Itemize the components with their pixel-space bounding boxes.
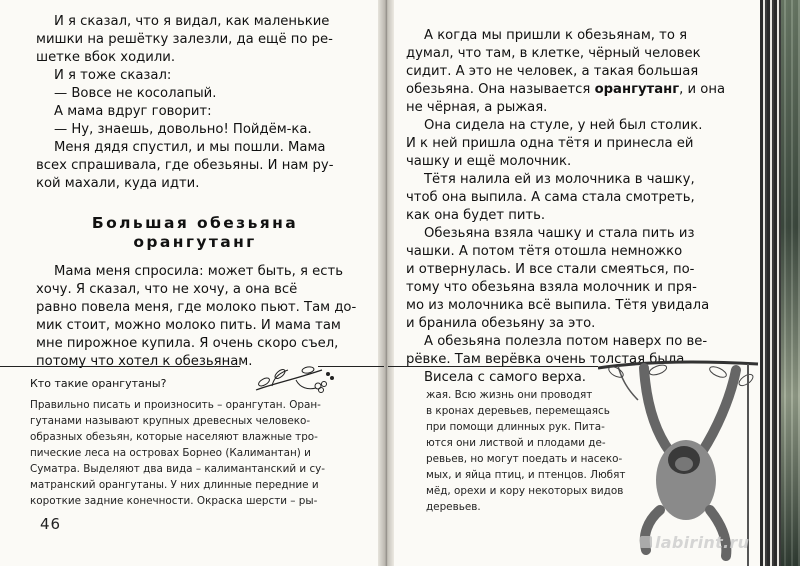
box-text-line: матранский орангутаны. У них длинные передние и bbox=[30, 479, 319, 491]
box-text-line: гутанами называют крупных древесных человеко- bbox=[30, 415, 311, 427]
text-line: и бранила обезьяну за это. bbox=[406, 316, 596, 331]
box-text-line: в кронах деревьев, перемещаясь bbox=[426, 405, 610, 417]
page-number: 46 bbox=[40, 515, 62, 533]
text-line: А обезьяна полезла потом наверх по ве- bbox=[424, 334, 708, 349]
chapter-heading-line1: Большая обезьяна bbox=[91, 214, 299, 232]
text-line: И я сказал, что я видал, как маленькие bbox=[54, 14, 330, 29]
text-fragment: обезьяна. Она называется bbox=[406, 82, 591, 97]
text-line: равно повела меня, где молоко пьют. Там до- bbox=[36, 300, 357, 315]
text-line: Обезьяна взяла чашку и стала пить из bbox=[424, 226, 695, 241]
box-text-line: Правильно писать и произносить – орангутан. Оран- bbox=[30, 399, 321, 411]
text-line: чашки. А потом тётя отошла немножко bbox=[406, 244, 683, 259]
watermark-icon bbox=[640, 536, 652, 548]
box-text-line: деревьев. bbox=[426, 501, 481, 513]
text-line: потому что хотел к обезьянам. bbox=[36, 354, 253, 369]
cover-edge bbox=[781, 0, 800, 566]
text-line: думал, что там, в клетке, чёрный человек bbox=[406, 46, 701, 61]
section-divider bbox=[0, 366, 240, 367]
box-text-line: при помощи длинных рук. Пита- bbox=[426, 421, 605, 433]
box-text-line: мых, и яйца птиц, и птенцов. Любят bbox=[426, 469, 626, 481]
branch-sketch-icon bbox=[252, 360, 342, 400]
text-line: кой махали, куда идти. bbox=[36, 176, 200, 191]
chapter-heading-line2: орангутанг bbox=[133, 233, 257, 251]
text-line: хочу. Я сказал, что не хочу, а она всё bbox=[36, 282, 298, 297]
text-line: рёвке. Там верёвка очень толстая была. bbox=[406, 352, 689, 367]
text-fragment: , и она bbox=[679, 82, 726, 97]
text-line: не чёрная, а рыжая. bbox=[406, 100, 548, 115]
text-line: мишки на решётку залезли, да ещё по ре- bbox=[36, 32, 333, 47]
box-text-line: жая. Всю жизнь они проводят bbox=[426, 389, 593, 401]
text-line: А мама вдруг говорит: bbox=[54, 104, 212, 119]
text-line: шетке вбок ходили. bbox=[36, 50, 176, 65]
box-text-line: Суматра. Выделяют два вида – калимантанский и су- bbox=[30, 463, 326, 475]
text-line: мне пирожное купила. Я очень скоро съел, bbox=[36, 336, 339, 351]
watermark: labirint.ru bbox=[655, 533, 750, 552]
text-line: Висела с самого верха. bbox=[424, 370, 586, 385]
box-text-line: пические леса на островах Борнео (Калимантан) и bbox=[30, 447, 311, 459]
box-text-line: образных обезьян, которые населяют влажные тро- bbox=[30, 431, 318, 443]
box-text-line: ются они листвой и плодами де- bbox=[426, 437, 606, 449]
text-line: мо из молочника всё выпила. Тётя увидала bbox=[406, 298, 710, 313]
text-line: сидит. А это не человек, а такая большая bbox=[406, 64, 699, 79]
text-line: — Вовсе не косолапый. bbox=[54, 86, 217, 101]
text-line: мик стоит, можно молоко пить. И мама там bbox=[36, 318, 341, 333]
text-line: — Ну, знаешь, довольно! Пойдём-ка. bbox=[54, 122, 312, 137]
text-line: А когда мы пришли к обезьянам, то я bbox=[424, 28, 688, 43]
text-line: И к ней пришла одна тётя и принесла ей bbox=[406, 136, 694, 151]
text-line: Она сидела на стуле, у ней был столик. bbox=[424, 118, 703, 133]
book-gutter bbox=[378, 0, 394, 566]
text-line: как она будет пить. bbox=[406, 208, 546, 223]
text-line: Мама меня спросила: может быть, я есть bbox=[54, 264, 343, 279]
box-title: Кто такие орангутаны? bbox=[30, 377, 167, 390]
text-line: И я тоже сказал: bbox=[54, 68, 172, 83]
text-line bbox=[406, 82, 725, 98]
box-text-line: короткие задние конечности. Окраска шерсти – ры- bbox=[30, 495, 318, 507]
box-text-line: ревьев, но могут поедать и насеко- bbox=[426, 453, 623, 465]
text-line: тому что обезьяна взяла молочник и пря- bbox=[406, 280, 697, 295]
box-text-line: мёд, орехи и кору некоторых видов bbox=[426, 485, 624, 497]
text-line: всех спрашивала, где обезьяны. И нам ру- bbox=[36, 158, 334, 173]
text-line: Меня дядя спустил, и мы пошли. Мама bbox=[54, 140, 326, 155]
text-line: и отвернулась. И все стали смеяться, по- bbox=[406, 262, 695, 277]
bold-term: орангутанг bbox=[594, 82, 680, 97]
text-line: Тётя налила ей из молочника в чашку, bbox=[424, 172, 695, 187]
section-divider bbox=[388, 366, 598, 367]
text-line: чашку и ещё молочник. bbox=[406, 154, 572, 169]
text-line: чтоб она выпила. А сама стала смотреть, bbox=[406, 190, 695, 205]
